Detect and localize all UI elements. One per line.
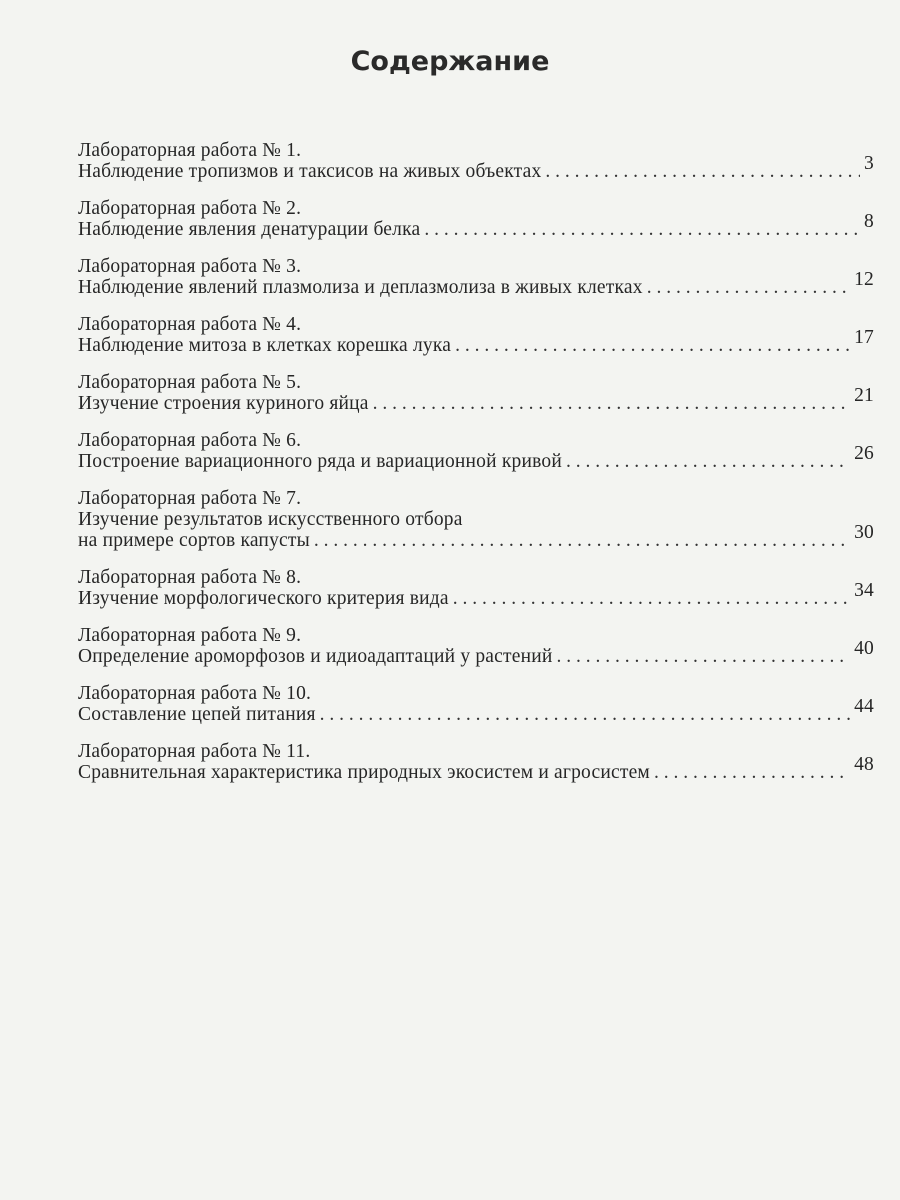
- entry-title: Наблюдение явлений плазмолиза и деплазмолиза в живых клетках: [78, 277, 643, 298]
- leader-dots: [566, 451, 850, 472]
- entry-title-row: [78, 211, 874, 240]
- entry-title: Определение ароморфозов и идиоадаптаций у растений: [78, 646, 553, 667]
- entry-label: Лабораторная работа № 7.: [78, 488, 302, 509]
- toc-entry[interactable]: [78, 198, 874, 240]
- leader-dots: [545, 161, 860, 182]
- entry-title: Наблюдение явления денатурации белка: [78, 219, 421, 240]
- toc-entry[interactable]: [78, 625, 874, 667]
- entry-title: Сравнительная характеристика природных экосистем и агросистем: [78, 762, 650, 783]
- entry-title-row: [78, 638, 874, 667]
- toc-entry[interactable]: [78, 741, 874, 783]
- entry-title-row: [78, 153, 874, 182]
- entry-title-row: [78, 580, 874, 609]
- entry-label: Лабораторная работа № 10.: [78, 683, 312, 704]
- toc-entry[interactable]: [78, 314, 874, 356]
- entry-label: Лабораторная работа № 8.: [78, 567, 302, 588]
- entry-page-number: 48: [854, 754, 874, 775]
- leader-dots: [314, 530, 850, 551]
- page-title: Содержание: [350, 46, 550, 77]
- entry-label: Лабораторная работа № 9.: [78, 625, 302, 646]
- entry-page-number: 17: [854, 327, 874, 348]
- table-of-contents: [78, 140, 874, 799]
- entry-title: Изучение строения куриного яйца: [78, 393, 369, 414]
- entry-title: на примере сортов капусты: [78, 530, 310, 551]
- entry-title-row: [78, 385, 874, 414]
- leader-dots: [453, 588, 850, 609]
- leader-dots: [647, 277, 850, 298]
- entry-page-number: 40: [854, 638, 874, 659]
- entry-label: Лабораторная работа № 5.: [78, 372, 302, 393]
- entry-title-row: [78, 327, 874, 356]
- leader-dots: [373, 393, 850, 414]
- entry-label: Лабораторная работа № 2.: [78, 198, 302, 219]
- entry-title: Построение вариационного ряда и вариационной кривой: [78, 451, 562, 472]
- entry-title-row: [78, 269, 874, 298]
- entry-label: Лабораторная работа № 3.: [78, 256, 302, 277]
- entry-title: Составление цепей питания: [78, 704, 316, 725]
- entry-label: Лабораторная работа № 11.: [78, 741, 311, 762]
- entry-page-number: 21: [854, 385, 874, 406]
- entry-title-row: [78, 522, 874, 551]
- leader-dots: [557, 646, 851, 667]
- toc-entry[interactable]: [78, 567, 874, 609]
- toc-entry[interactable]: [78, 140, 874, 182]
- entry-page-number: 34: [854, 580, 874, 601]
- entry-label: Лабораторная работа № 4.: [78, 314, 302, 335]
- toc-entry[interactable]: [78, 488, 874, 551]
- entry-title-row: [78, 443, 874, 472]
- entry-page-number: 26: [854, 443, 874, 464]
- entry-page-number: 30: [854, 522, 874, 543]
- leader-dots: [424, 219, 860, 240]
- leader-dots: [654, 762, 850, 783]
- toc-entry[interactable]: [78, 372, 874, 414]
- entry-page-number: 8: [864, 211, 874, 232]
- entry-title: Изучение результатов искусственного отбора: [78, 509, 463, 530]
- toc-entry[interactable]: [78, 430, 874, 472]
- entry-title-row: [78, 696, 874, 725]
- entry-page-number: 12: [854, 269, 874, 290]
- entry-title-row: [78, 754, 874, 783]
- entry-title: Наблюдение тропизмов и таксисов на живых объектах: [78, 161, 542, 182]
- entry-page-number: 44: [854, 696, 874, 717]
- toc-entry[interactable]: [78, 256, 874, 298]
- leader-dots: [320, 704, 850, 725]
- toc-entry[interactable]: [78, 683, 874, 725]
- entry-label: Лабораторная работа № 1.: [78, 140, 302, 161]
- entry-page-number: 3: [864, 153, 874, 174]
- entry-title: Изучение морфологического критерия вида: [78, 588, 449, 609]
- entry-title: Наблюдение митоза в клетках корешка лука: [78, 335, 452, 356]
- leader-dots: [455, 335, 850, 356]
- entry-label: Лабораторная работа № 6.: [78, 430, 302, 451]
